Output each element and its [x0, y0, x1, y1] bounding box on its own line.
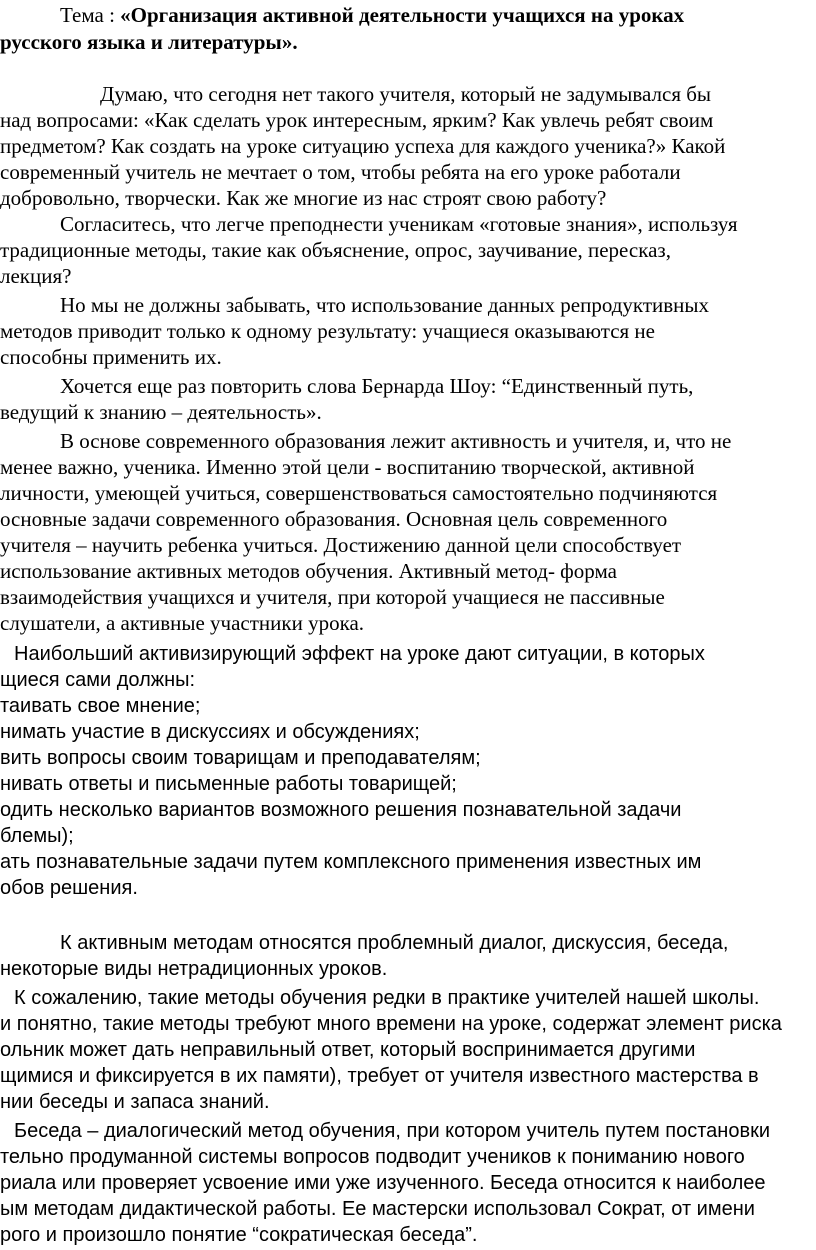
- list-item: нивать ответы и письменные работы товарищей;: [0, 773, 457, 795]
- list-item: одить несколько вариантов возможного решения познавательной задачи: [0, 799, 682, 821]
- text-line: рого и произошло понятие “сократическая беседа”.: [0, 1224, 478, 1246]
- text-line: Наибольший активизирующий эффект на уроке дают ситуации, в которых: [14, 643, 705, 665]
- text-line: щимися и фиксируется в их памяти), требует от учителя известного мастерства в: [0, 1065, 759, 1087]
- text-line: ведущий к знанию – деятельность».: [0, 400, 322, 424]
- title-prefix: Тема :: [60, 3, 121, 27]
- text-line: использование активных методов обучения. Активный метод- форма: [0, 559, 617, 583]
- text-line: добровольно, творчески. Как же многие из нас строят свою работу?: [0, 186, 607, 210]
- text-line: слушатели, а активные участники урока.: [0, 611, 365, 635]
- text-line: риала или проверяет усвоение ими уже изученного. Беседа относится к наиболее: [0, 1172, 766, 1194]
- text-line: щиеся сами должны:: [0, 669, 196, 691]
- text-line: традиционные методы, такие как объяснение, опрос, заучивание, пересказ,: [0, 238, 671, 262]
- text-line: современный учитель не мечтает о том, чтобы ребята на его уроке работали: [0, 160, 681, 184]
- text-line: предметом? Как создать на уроке ситуацию успеха для каждого ученика?» Какой: [0, 134, 726, 158]
- text-line: способны применить их.: [0, 345, 222, 369]
- title-bold-part-1: «Организация активной деятельности учащихся на уроках: [120, 3, 685, 27]
- text-line: К активным методам относятся проблемный диалог, дискуссия, беседа,: [60, 932, 729, 954]
- text-line: личности, умеющей учиться, совершенствоваться самостоятельно подчиняются: [0, 481, 718, 505]
- text-line: В основе современного образования лежит активность и учителя, и, что не: [60, 429, 732, 453]
- text-line: над вопросами: «Как сделать урок интересным, ярким? Как увлечь ребят своим: [0, 108, 714, 132]
- list-item: ать познавательные задачи путем комплексного применения известных им: [0, 851, 702, 873]
- title-line-1: [60, 2, 684, 28]
- text-line: тельно продуманной системы вопросов подводит учеников к пониманию нового: [0, 1146, 745, 1168]
- title-line-2: русского языка и литературы».: [0, 30, 298, 54]
- text-line: основные задачи современного образования. Основная цель современного: [0, 507, 668, 531]
- text-line: учителя – научить ребенка учиться. Достижению данной цели способствует: [0, 533, 682, 557]
- text-line: лекция?: [0, 264, 72, 288]
- text-line: Беседа – диалогический метод обучения, при котором учитель путем постановки: [14, 1120, 771, 1142]
- list-item: вить вопросы своим товарищам и преподавателям;: [0, 747, 481, 769]
- text-line: ольник может дать неправильный ответ, который воспринимается другими: [0, 1039, 696, 1061]
- text-line: Согласитесь, что легче преподнести ученикам «готовые знания», используя: [60, 212, 738, 236]
- text-line: К сожалению, такие методы обучения редки в практике учителей нашей школы.: [14, 987, 760, 1009]
- text-line: Хочется еще раз повторить слова Бернарда Шоу: “Единственный путь,: [60, 374, 694, 398]
- text-line: Но мы не должны забывать, что использование данных репродуктивных: [60, 293, 710, 317]
- text-line: и понятно, такие методы требуют много времени на уроке, содержат элемент риска: [0, 1013, 782, 1035]
- text-line: Думаю, что сегодня нет такого учителя, который не задумывался бы: [100, 82, 712, 106]
- list-item: нимать участие в дискуссиях и обсуждениях;: [0, 721, 420, 743]
- text-line: некоторые виды нетрадиционных уроков.: [0, 958, 388, 980]
- text-line: ым методам дидактической работы. Ее мастерски использовал Сократ, от имени: [0, 1198, 755, 1220]
- list-item-continued: обов решения.: [0, 877, 138, 899]
- text-line: нии беседы и запаса знаний.: [0, 1091, 270, 1113]
- text-line: методов приводит только к одному результату: учащиеся оказываются не: [0, 319, 655, 343]
- list-item: таивать свое мнение;: [0, 695, 201, 717]
- list-item-continued: блемы);: [0, 825, 74, 847]
- text-line: взаимодействия учащихся и учителя, при которой учащиеся не пассивные: [0, 585, 665, 609]
- text-line: менее важно, ученика. Именно этой цели - воспитанию творческой, активной: [0, 455, 695, 479]
